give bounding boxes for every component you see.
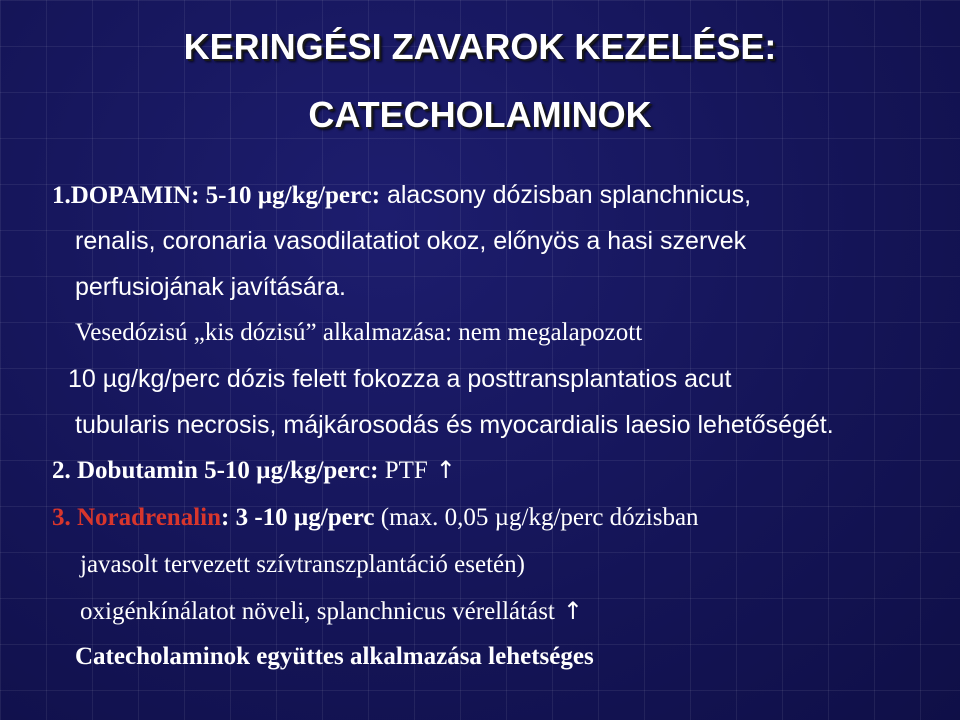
dopamine-line-5: 10 µg/kg/perc dózis felett fokozza a posttransplantatios acut [68, 365, 732, 393]
noradrenaline-dose: : 3 -10 µg/perc [221, 504, 375, 531]
dobutamine-ptf: PTF [378, 457, 428, 484]
dopamine-line-1 [52, 180, 751, 211]
dopamine-text: alacsony dózisban splanchnicus, [380, 181, 752, 209]
dobutamine-label: 2. Dobutamin 5-10 µg/kg/perc: [52, 457, 379, 484]
noradrenaline-line-2: javasolt tervezett szívtranszplantáció esetén) [80, 551, 525, 578]
noradrenaline-max: (max. 0,05 µg/kg/perc dózisban [374, 504, 699, 531]
noradrenaline-effect: oxigénkínálatot növeli, splanchnicus vérellátást [80, 598, 555, 625]
slide-title-line2: CATECHOLAMINOK [308, 94, 652, 135]
dopamine-label: 1.DOPAMIN: 5-10 µg/kg/perc: [52, 182, 381, 209]
noradrenaline-number: 3. [52, 504, 77, 531]
dopamine-line-6: tubularis necrosis, májkárosodás és myocardialis laesio lehetőségét. [75, 411, 834, 439]
up-arrow-icon: ↑ [435, 456, 456, 484]
dopamine-line-3: perfusiojának javítására. [75, 273, 346, 301]
noradrenaline-name: Noradrenalin [77, 504, 221, 531]
up-arrow-icon: ↑ [562, 597, 583, 625]
slide-title-line1: KERINGÉSI ZAVAROK KEZELÉSE: [183, 26, 777, 67]
noradrenaline-line-3 [80, 596, 583, 627]
dopamine-line-4: Vesedózisú „kis dózisú” alkalmazása: nem megalapozott [75, 319, 643, 346]
dopamine-line-2: renalis, coronaria vasodilatatiot okoz, előnyös a hasi szervek [75, 227, 747, 255]
dobutamine-line [52, 455, 456, 486]
noradrenaline-line-1 [52, 503, 699, 533]
conclusion-text: Catecholaminok együttes alkalmazása lehetséges [75, 643, 594, 670]
